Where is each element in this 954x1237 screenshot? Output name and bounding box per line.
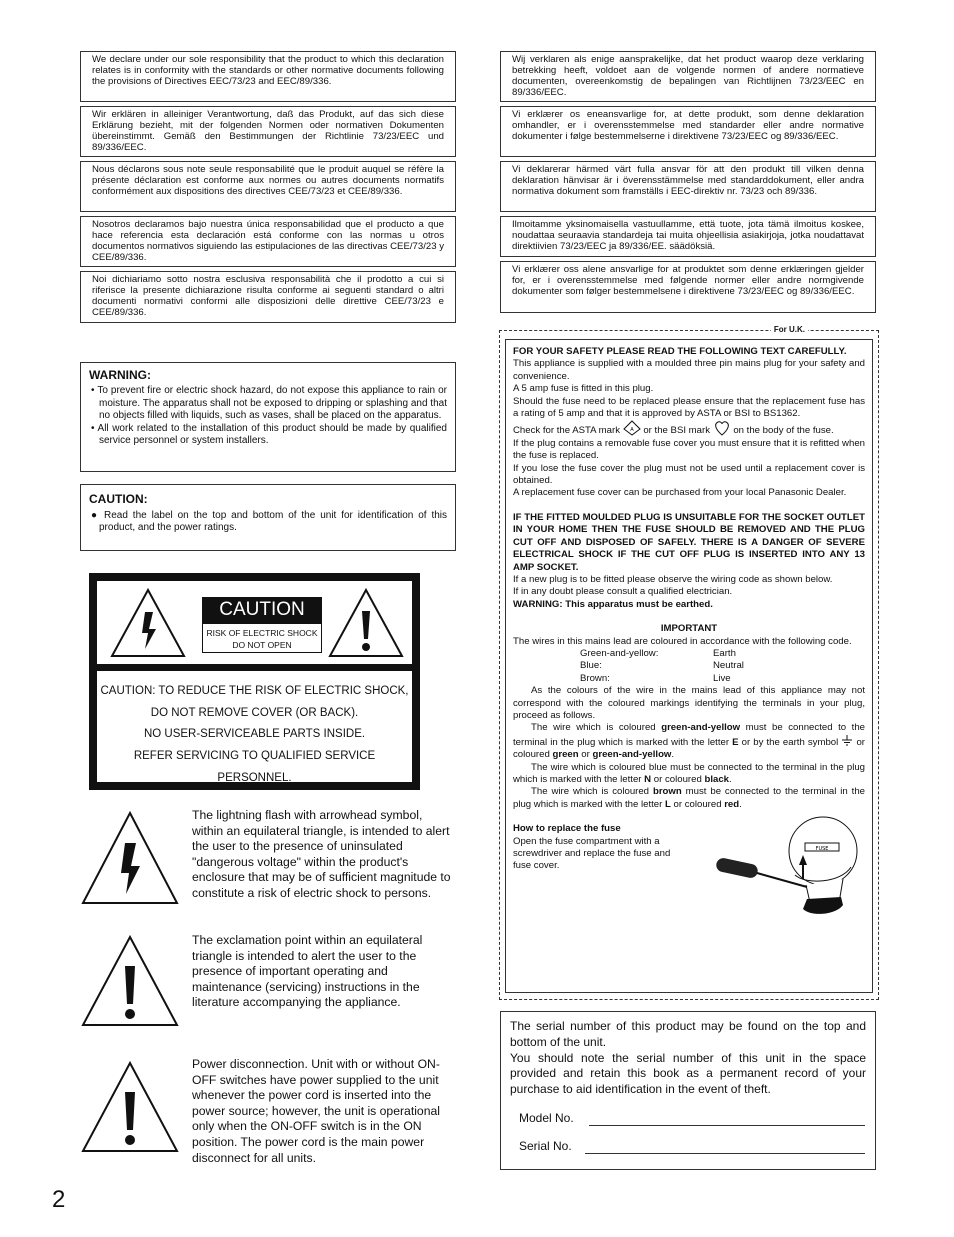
caution-item: ● Read the label on the top and bottom of the unit for identification of this product, and the power ratings. <box>91 509 447 533</box>
uk-text: or coloured <box>653 774 702 785</box>
uk-paragraph: If a new plug is to be fitted please observe the wiring code as shown below. <box>513 573 833 585</box>
declaration-da <box>500 106 876 157</box>
declaration-de <box>80 106 456 157</box>
model-number-field[interactable] <box>589 1125 865 1126</box>
wire-color: Green-and-yellow: <box>580 647 659 659</box>
serial-number-box <box>500 1011 876 1170</box>
caution-label <box>89 573 420 790</box>
uk-text: on the body of the fuse. <box>733 425 834 437</box>
uk-text: or <box>581 749 590 761</box>
uk-heading: FOR YOUR SAFETY PLEASE READ THE FOLLOWING TEXT CAREFULLY. <box>513 346 847 357</box>
uk-bold-warning: IF THE FITTED MOULDED PLUG IS UNSUITABLE FOR THE SOCKET OUTLET IN YOUR HOME THEN THE FUSE SHOULD BE REMOVED AND THE PLUG CUT OFF AND DISPOSED OF SAFELY. THERE IS A DANGER OF SEVERE ELECTRICAL SHOCK IF THE CUT OFF PLUG IS INSERTED INTO ANY 13 AMP SOCKET. <box>513 511 865 573</box>
uk-safety-box <box>505 339 873 993</box>
uk-earth-warning: WARNING: This apparatus must be earthed. <box>513 598 713 610</box>
caution-title: CAUTION: <box>89 492 148 506</box>
wire-code-table <box>513 648 865 685</box>
wire-function: Earth <box>713 647 736 659</box>
uk-text: Check for the ASTA mark <box>513 425 620 437</box>
uk-paragraph: The wire which is coloured brown must be connected to the terminal in the plug which is marked with the letter L or coloured red. <box>513 786 866 810</box>
declaration-sv <box>500 161 876 212</box>
uk-text: L <box>664 798 671 810</box>
page-number: 2 <box>52 1186 66 1213</box>
uk-text: red <box>724 798 740 810</box>
uk-paragraph: The wires in this mains lead are coloured in accordance with the following code. <box>513 635 852 647</box>
caution-line: REFER SERVICING TO QUALIFIED SERVICE PERSONNEL. <box>133 750 376 784</box>
uk-paragraph: If the plug contains a removable fuse cover you must ensure that it is refitted when the fuse is replaced. <box>513 437 865 462</box>
caution-line: CAUTION: TO REDUCE THE RISK OF ELECTRIC SHOCK, <box>100 685 409 697</box>
uk-text: or coloured <box>673 798 722 810</box>
declaration-text: Noi dichiariamo sotto nostra esclusiva responsabilità che il prodotto a cui si riferisce la presente dichiarazione risulta conforme ai seguenti standard o altri documenti normativi conformi alle disposizioni delle direttive CEE/73/23 e CEE/89/336. <box>92 274 444 318</box>
caution-label-text <box>97 671 412 782</box>
uk-text: must be connected to the terminal in the plug which is marked with the letter <box>513 786 866 810</box>
uk-paragraph: If in any doubt please consult a qualified electrician. <box>513 586 733 598</box>
declaration-it <box>80 271 456 323</box>
caution-label-sub <box>202 623 322 653</box>
uk-text: must be connected to the terminal in the plug which is marked with the letter <box>513 722 865 748</box>
declaration-text: Wij verklaren als enige aansprakelijke, dat het product waarop deze verklaring betrekking heeft, voldoet aan de volgende normen of andere normatieve documenten, overeenkomstig de bepalingen van Richtlijnen 73/23/EEC en 89/336/EEC. <box>512 54 864 98</box>
declaration-text: We declare under our sole responsibility that the product to which this declaration relates is in conformity with the standards or other normative documents following the provisions of Directives EEC/73/23 and EEC/89/336. <box>92 54 444 87</box>
uk-paragraph: The wire which is coloured green-and-yellow must be connected to the terminal in the plug which is marked with the letter E or by the earth symbol or coloured green or green-and-yellow. <box>513 722 865 761</box>
warning-box <box>80 362 456 472</box>
power-explanation: Power disconnection. Unit with or without ON-OFF switches have power supplied to the unit whenever the power cord is inserted into the power source; however, the unit is operational only when the ON-OFF switch is in the ON position. The power cord is the main power disconnect for all units. <box>192 1057 440 1165</box>
svg-text:A: A <box>629 427 634 434</box>
declaration-text: Nous déclarons sous note seule responsabilité que le produit auquel se réfère la présente déclaration est conforme aux normes ou autres documents normatifs conformément aux dispositions des directives CEE/73/23 et CEE/89/336. <box>92 164 444 197</box>
uk-paragraph: A 5 amp fuse is fitted in this plug. <box>513 383 654 395</box>
bsi-mark-icon <box>713 420 731 436</box>
caution-box <box>80 484 456 551</box>
caution-line: DO NOT REMOVE COVER (OR BACK). <box>150 706 359 719</box>
uk-text: The wire which is coloured blue must be connected to the terminal in the plug which is marked with the letter <box>513 761 865 785</box>
exclamation-triangle-icon <box>327 587 405 659</box>
uk-paragraph: A replacement fuse cover can be purchased from your local Panasonic Dealer. <box>513 487 847 499</box>
declaration-text: Wir erklären in alleiniger Verantwortung, daß das Produkt, auf das sich diese Erklärung bezieht, mit der folgenden Normen oder normativen Dokumenten übereinstimmt. Gemäß den Bestimmungen der Richtlinie 73/23/EEC und 89/336/EEC. <box>92 109 444 153</box>
uk-paragraph: This appliance is supplied with a moulded three pin mains plug for your safety and convenience. <box>513 358 865 382</box>
uk-paragraph <box>513 420 865 437</box>
fuse-section <box>513 823 865 923</box>
uk-text: green-and-yellow <box>592 749 672 761</box>
serial-number-field[interactable] <box>585 1153 865 1154</box>
uk-paragraph: Should the fuse need to be replaced please ensure that the replacement fuse has a rating of 5 amp and that it is approved by ASTA or BSI to BS1362. <box>513 395 865 420</box>
uk-text: or coloured <box>513 736 865 761</box>
uk-text: or by the earth symbol <box>741 736 839 748</box>
fuse-replacement-illustration <box>711 815 861 921</box>
declaration-text: Nosotros declaramos bajo nuestra única responsabilidad que el producto a que hace referencia esta declaración está conforme con las normas u otros documentos normativos siguiendo las estipulaciones de las directivas CEE/73/23 y CEE/89/336. <box>92 219 444 263</box>
declaration-text: Ilmoitamme yksinomaisella vastuullamme, että tuote, jota tämä ilmoitus koskee, noudattaa seuraavia standardeja tai muita ohjeellisia asiakirjoja, jotka noudattavat direktiivien 73/23/EEC ja 89/336/EE. säädöksiä. <box>512 219 864 252</box>
uk-paragraph: The wire which is coloured blue must be connected to the terminal in the plug which is marked with the letter N or coloured black. <box>513 761 865 785</box>
warning-item: • All work related to the installation of this product should be made by qualified service personnel or system installers. <box>91 422 447 447</box>
uk-text: black <box>704 774 729 785</box>
exclamation-triangle-icon <box>80 934 180 1028</box>
uk-text: green <box>552 749 579 761</box>
uk-text: The wire which is coloured <box>531 722 656 734</box>
lightning-explanation: The lightning flash with arrowhead symbol, within an equilateral triangle, is intended to alert the user to the presence of uninsulated "dangerous voltage" within the product's enclosure that may be of sufficient magnitude to constitute a risk of electric shock to persons. <box>192 808 451 900</box>
serial-paragraph: You should note the serial number of this unit in the space provided and retain this book as a permanent record of your purchase to aid identification in the event of theft. <box>510 1050 866 1097</box>
fuse-title: How to replace the fuse <box>513 823 621 835</box>
uk-text: The wire which is coloured <box>531 786 650 798</box>
exclamation-triangle-icon <box>80 1060 180 1154</box>
lightning-triangle-icon <box>80 810 180 906</box>
uk-important-heading: IMPORTANT <box>660 623 718 635</box>
declaration-text: Vi deklarerar härmed värt fulla ansvar för att den produkt till vilken denna deklaration hänvisar är i överensstämmelse med standarddokument, eller andra normativa dokument som framställs i EEC-direktiv nr. 73/23 och 89/336. <box>512 164 864 197</box>
caution-sub-line: DO NOT OPEN <box>232 640 292 650</box>
uk-section <box>499 325 879 1000</box>
uk-label: For U.K. <box>771 325 808 334</box>
uk-paragraph: If you lose the fuse cover the plug must not be used until a replacement cover is obtained. <box>513 462 865 487</box>
declaration-es <box>80 216 456 267</box>
uk-text: or the BSI mark <box>643 425 710 437</box>
fuse-text: Open the fuse compartment with a screwdriver and replace the fuse and fuse cover. <box>513 835 671 872</box>
wire-color: Blue: <box>580 660 602 672</box>
uk-text: E <box>732 736 739 748</box>
caution-label-top <box>97 581 412 664</box>
warning-item: • To prevent fire or electric shock hazard, do not expose this appliance to rain or moisture. The apparatus shall not be exposed to dripping or splashing and that no objects filled with liquids, such as vases, shall be placed on the apparatus. <box>91 385 447 422</box>
declaration-text: Vi erklærer oss alene ansvarlige for at produktet som denne erklæringen gjelder for, er i overensstemmelse med følgende normer eller andre normgivende dokumenter som følger bestemmelsene i direktivene 73/23/EEC og 89/336/EEC. <box>512 264 864 297</box>
earth-symbol-icon <box>841 735 853 746</box>
declaration-en <box>80 51 456 102</box>
wire-color: Brown: <box>580 672 610 684</box>
uk-text: brown <box>652 786 682 798</box>
uk-text: N <box>644 774 652 785</box>
uk-paragraph: As the colours of the wire in the mains lead of this appliance may not correspond with the coloured markings identifying the terminals in your plug, proceed as follows. <box>513 685 865 721</box>
uk-text: green-and-yellow <box>661 722 741 734</box>
serial-number-label: Serial No. <box>519 1139 572 1153</box>
lightning-triangle-icon <box>109 587 187 659</box>
caution-sub-line: RISK OF ELECTRIC SHOCK <box>206 628 318 638</box>
caution-line: NO USER-SERVICEABLE PARTS INSIDE. <box>143 728 366 741</box>
caution-label-head: CAUTION <box>202 597 322 623</box>
declaration-text: Vi erklærer os eneansvarlige for, at dette produkt, som denne deklaration omhandler, er i overensstemmelse med standarder eller andre normative dokumenter i følge bestemmelserne i direktivene 73/23/EEC og 89/336/EEC. <box>512 109 864 142</box>
warning-title: WARNING: <box>89 368 151 382</box>
declaration-no <box>500 261 876 313</box>
model-number-label: Model No. <box>519 1111 574 1125</box>
declaration-fr <box>80 161 456 212</box>
declaration-nl <box>500 51 876 102</box>
wire-function: Live <box>713 672 731 684</box>
serial-paragraph: The serial number of this product may be found on the top and bottom of the unit. <box>510 1019 866 1049</box>
wire-function: Neutral <box>713 660 744 672</box>
exclamation-explanation: The exclamation point within an equilateral triangle is intended to alert the user to the presence of important operating and maintenance (servicing) instructions in the literature accompanying the appliance. <box>192 933 423 1010</box>
asta-mark-icon <box>623 420 641 436</box>
fuse-label: FUSE <box>815 846 829 853</box>
declaration-fi <box>500 216 876 257</box>
